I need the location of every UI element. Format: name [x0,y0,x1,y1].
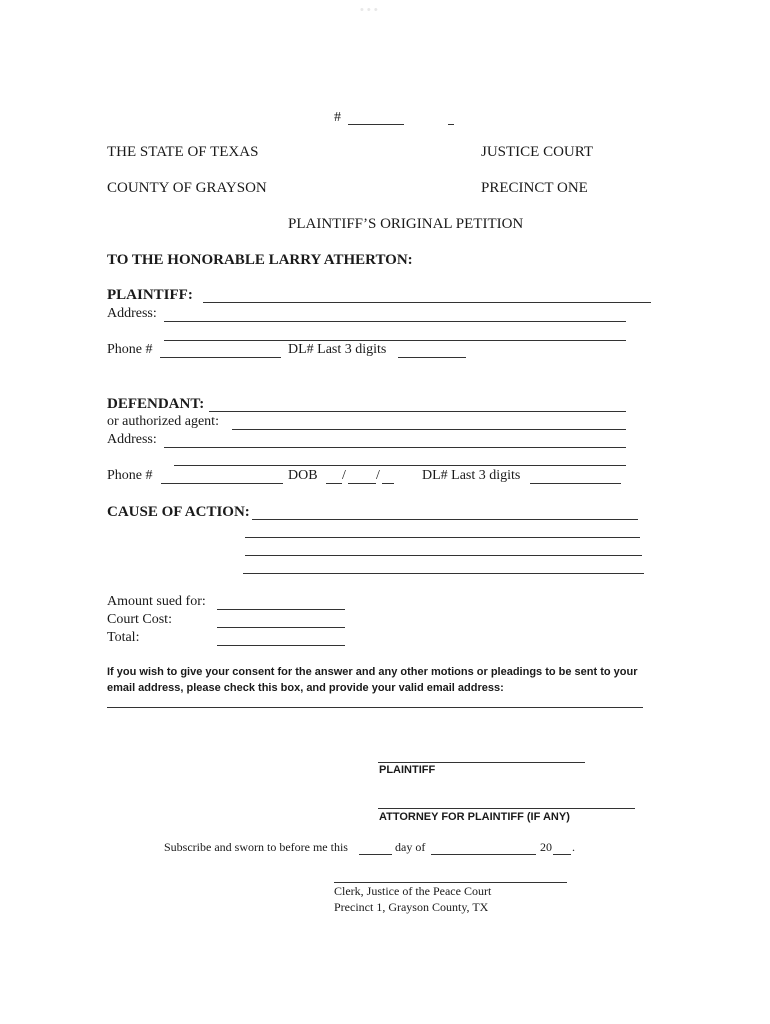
plaintiff-address-label: Address: [107,306,157,321]
attorney-signature-label: ATTORNEY FOR PLAINTIFF (IF ANY) [379,811,570,823]
amount-sued-label: Amount sued for: [107,594,206,609]
case-number-field[interactable] [348,124,404,125]
plaintiff-address-line2[interactable] [164,340,626,341]
plaintiff-address-field[interactable] [164,321,626,322]
defendant-phone-field[interactable] [161,483,283,484]
case-number-tick [448,124,454,125]
county-caption: COUNTY OF GRAYSON [107,180,267,196]
jurat-year-field[interactable] [553,854,571,855]
plaintiff-signature-line[interactable] [378,762,585,763]
clerk-title-1: Clerk, Justice of the Peace Court [334,884,492,898]
jurat-text-1: Subscribe and sworn to before me this [164,840,348,854]
plaintiff-signature-label: PLAINTIFF [379,764,436,776]
jurat-end: . [572,840,575,854]
plaintiff-dl-label: DL# Last 3 digits [288,342,387,357]
defendant-name-field[interactable] [209,411,626,412]
cause-line-2[interactable] [245,537,640,538]
total-field[interactable] [217,645,345,646]
defendant-dl-label: DL# Last 3 digits [422,468,521,483]
cause-line-3[interactable] [245,555,642,556]
court-caption: JUSTICE COURT [481,144,594,160]
jurat-text-2: day of [395,840,426,854]
jurat-month-field[interactable] [431,854,536,855]
jurat-text-3: 20 [540,840,552,854]
dob-year-field[interactable] [382,483,394,484]
defendant-address-line2[interactable] [174,465,626,466]
clerk-title-2: Precinct 1, Grayson County, TX [334,900,489,914]
plaintiff-phone-field[interactable] [160,357,281,358]
plaintiff-label: PLAINTIFF: [107,287,193,303]
document-title: PLAINTIFF’S ORIGINAL PETITION [288,216,524,232]
cause-line-4[interactable] [243,573,644,574]
dob-sep-1: / [342,468,346,483]
court-cost-field[interactable] [217,627,345,628]
defendant-phone-label: Phone # [107,468,153,483]
defendant-label: DEFENDANT: [107,396,205,412]
amount-sued-field[interactable] [217,609,345,610]
clerk-signature-line[interactable] [334,882,567,883]
watermark: • • • [360,4,378,16]
attorney-signature-line[interactable] [378,808,635,809]
dob-sep-2: / [376,468,380,483]
total-label: Total: [107,630,140,645]
plaintiff-phone-label: Phone # [107,342,153,357]
defendant-agent-field[interactable] [232,429,626,430]
precinct-caption: PRECINCT ONE [481,180,588,196]
dob-month-field[interactable] [326,483,342,484]
defendant-agent-label: or authorized agent: [107,414,219,429]
court-cost-label: Court Cost: [107,612,172,627]
defendant-address-field[interactable] [164,447,626,448]
defendant-dl-field[interactable] [530,483,621,484]
consent-text-line-2: email address, please check this box, and provide your valid email address: [107,682,504,694]
cause-label: CAUSE OF ACTION: [107,504,250,520]
jurat-day-field[interactable] [359,854,392,855]
defendant-address-label: Address: [107,432,157,447]
plaintiff-dl-field[interactable] [398,357,466,358]
defendant-dob-label: DOB [288,468,318,483]
case-number-label: # [334,110,341,125]
email-address-field[interactable] [107,707,643,708]
dob-day-field[interactable] [348,483,376,484]
consent-text-line-1: If you wish to give your consent for the answer and any other motions or pleadings to be sent to your [107,666,638,678]
state-caption: THE STATE OF TEXAS [107,144,259,160]
addressee: TO THE HONORABLE LARRY ATHERTON: [107,252,413,268]
plaintiff-name-field[interactable] [203,302,651,303]
cause-line-1[interactable] [252,519,638,520]
